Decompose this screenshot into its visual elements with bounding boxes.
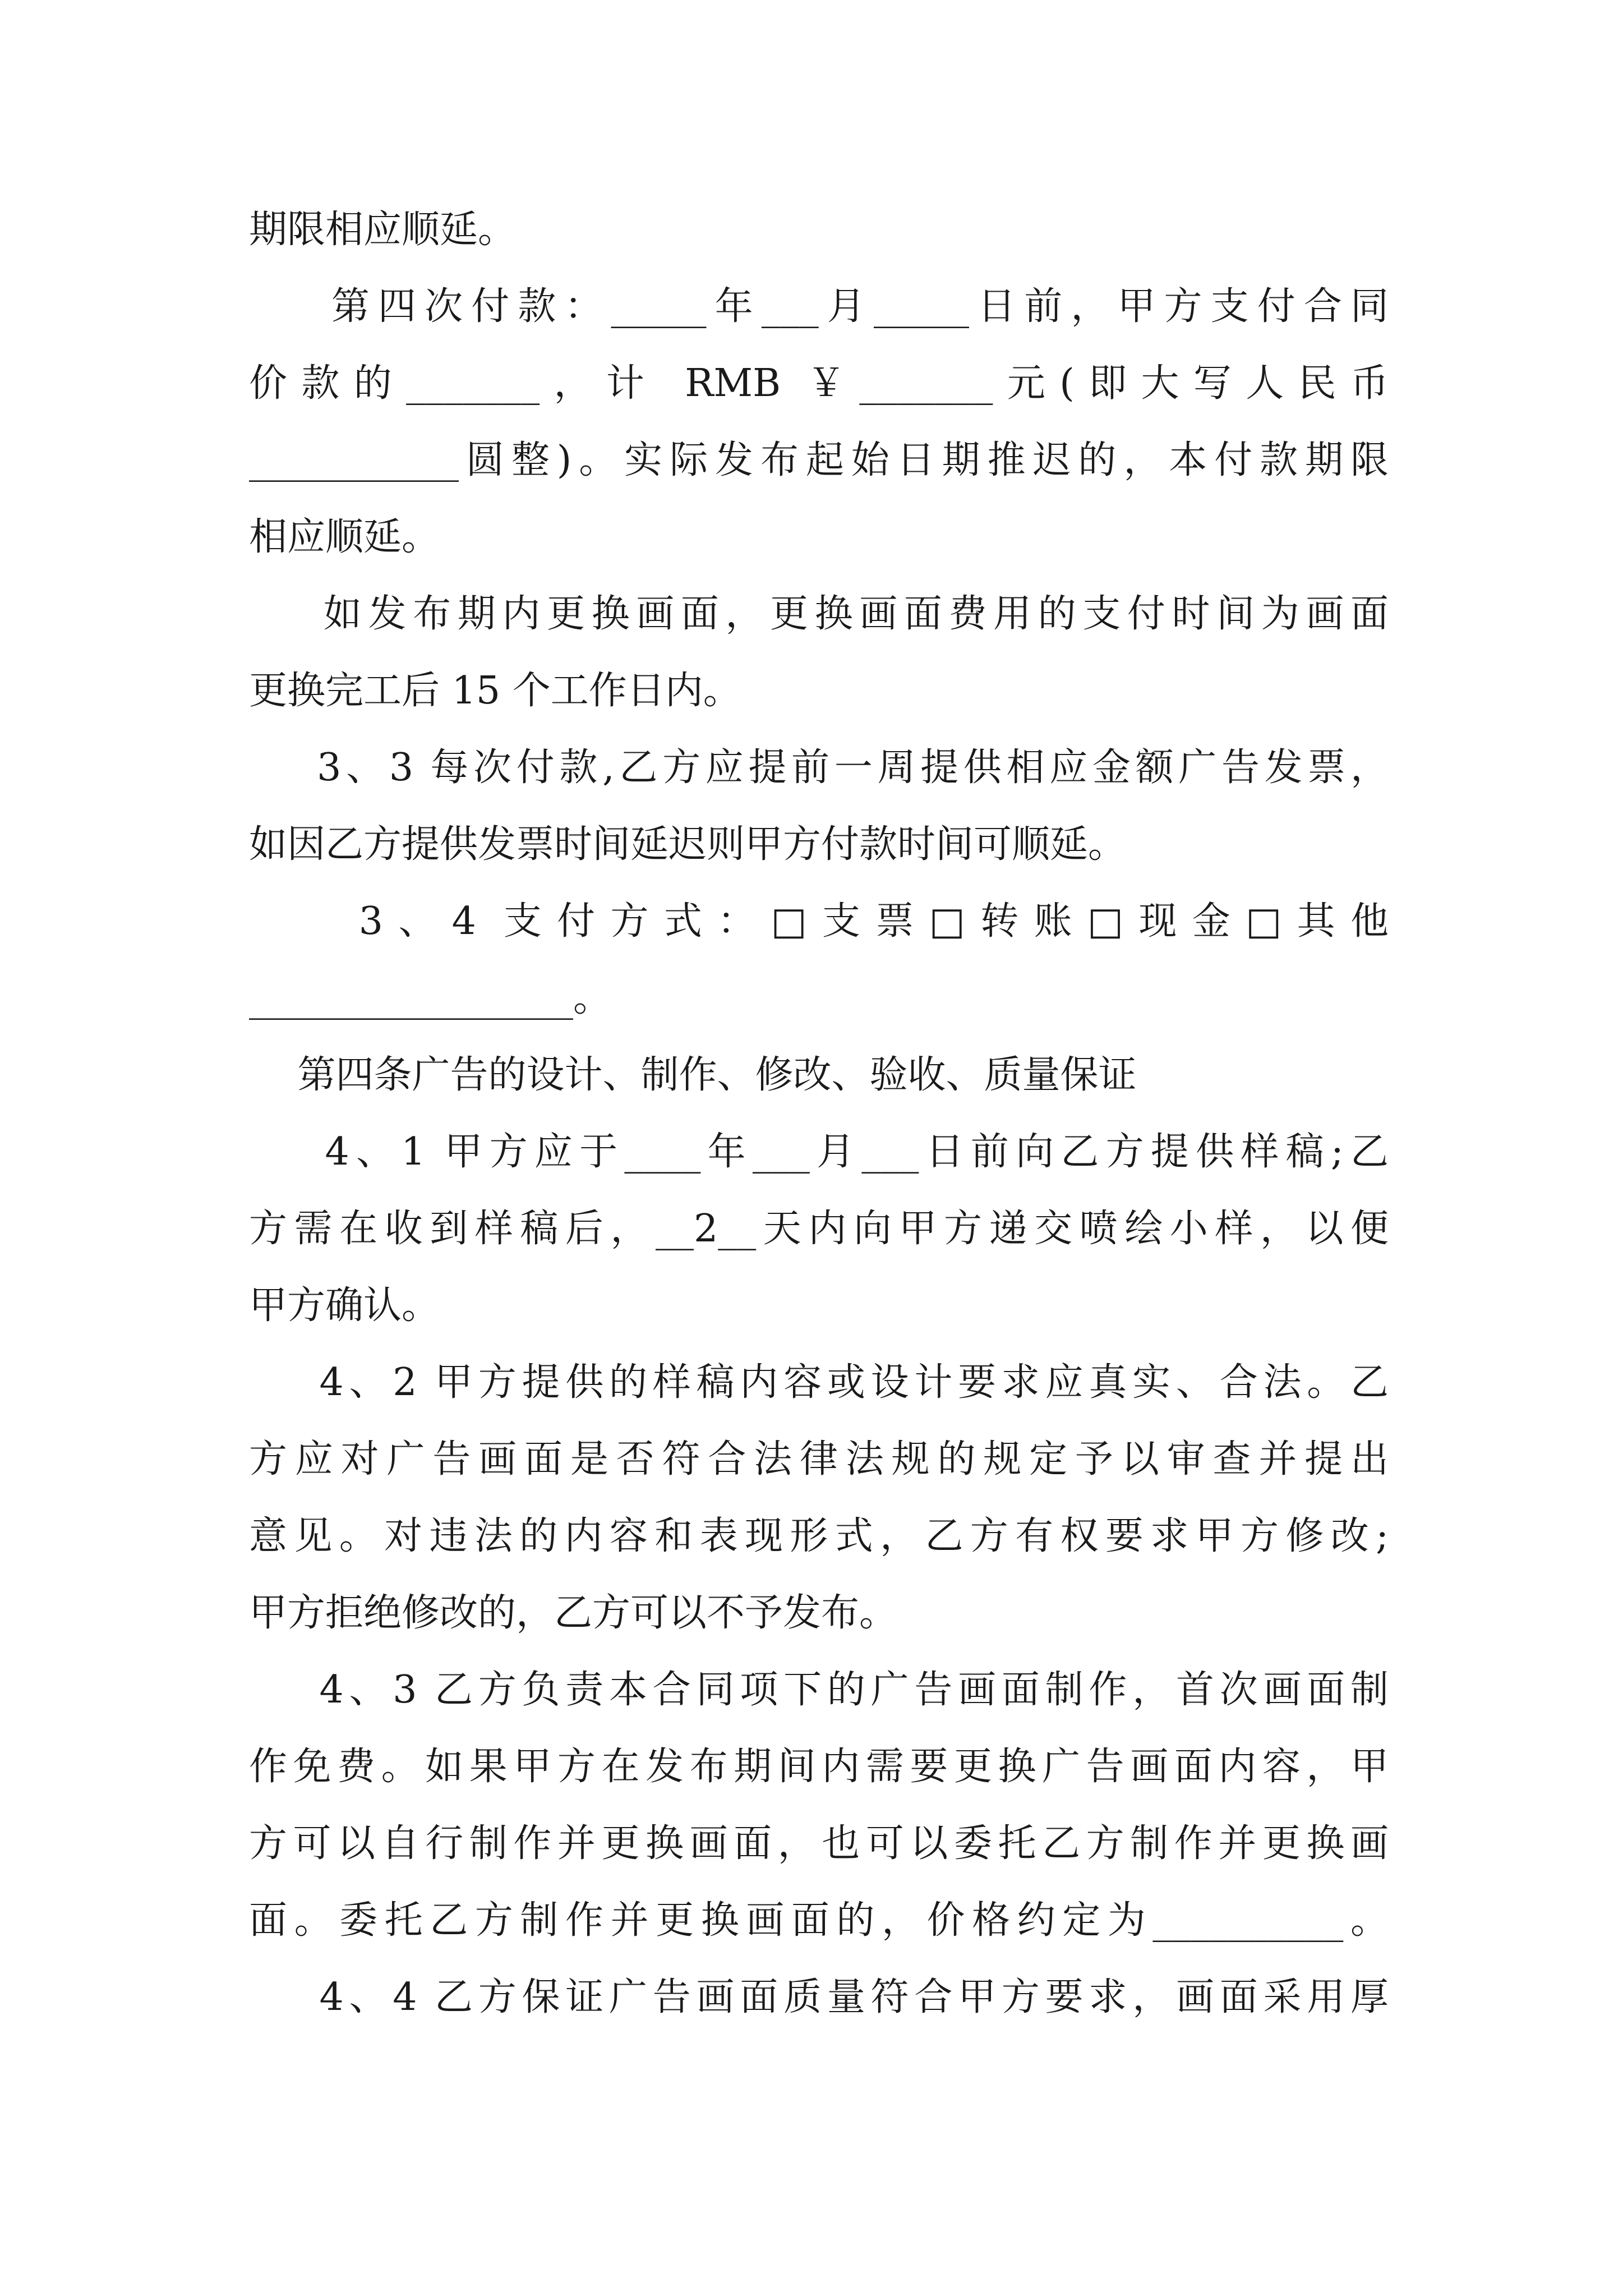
- section-heading: 第四条广告的设计、制作、修改、验收、质量保证: [249, 1053, 1137, 1097]
- text-line: 甲方拒绝修改的，乙方可以不予发布。: [249, 1591, 898, 1635]
- text-line: 甲方确认。: [249, 1283, 440, 1328]
- text-line: 4、1 甲方应于____年___月___日前向乙方提供样稿;乙: [249, 1130, 1389, 1174]
- text-line: 第四次付款：_____年___月_____日前，甲方支付合同: [249, 284, 1389, 329]
- text-line: 价款的_______，计 RMB ￥_______元(即大写人民币: [249, 361, 1389, 406]
- text-line: 方可以自行制作并更换画面，也可以委托乙方制作并更换画: [249, 1821, 1389, 1866]
- text-line: 3、3 每次付款,乙方应提前一周提供相应金额广告发票，: [249, 746, 1389, 790]
- text-line: 面。委托乙方制作并更换画面的，价格约定为__________。: [249, 1898, 1389, 1943]
- text-line: ___________圆整)。实际发布起始日期推迟的，本付款期限: [249, 438, 1389, 482]
- text-line: 4、3 乙方负责本合同项下的广告画面制作，首次画面制: [249, 1668, 1389, 1712]
- text-line: 更换完工后 15 个工作日内。: [249, 669, 741, 713]
- text-line: _________________。: [249, 976, 612, 1020]
- text-line: 4、2 甲方提供的样稿内容或设计要求应真实、合法。乙: [249, 1360, 1389, 1405]
- text-line: 如发布期内更换画面，更换画面费用的支付时间为画面: [249, 592, 1389, 636]
- text-line: 期限相应顺延。: [249, 208, 517, 252]
- text-line: 相应顺延。: [249, 515, 440, 559]
- text-line: 4、4 乙方保证广告画面质量符合甲方要求，画面采用厚: [249, 1975, 1389, 2019]
- text-line: 作免费。如果甲方在发布期间内需要更换广告画面内容，甲: [249, 1745, 1389, 1789]
- text-line: 方需在收到样稿后，__2__天内向甲方递交喷绘小样，以便: [249, 1207, 1389, 1251]
- text-line: 如因乙方提供发票时间延迟则甲方付款时间可顺延。: [249, 822, 1127, 867]
- text-line: 方应对广告画面是否符合法律法规的规定予以审查并提出: [249, 1437, 1389, 1481]
- text-line: 3、4 支付方式：□支票□转账□现金□其他: [249, 899, 1389, 944]
- text-line: 意见。对违法的内容和表现形式，乙方有权要求甲方修改;: [249, 1514, 1389, 1558]
